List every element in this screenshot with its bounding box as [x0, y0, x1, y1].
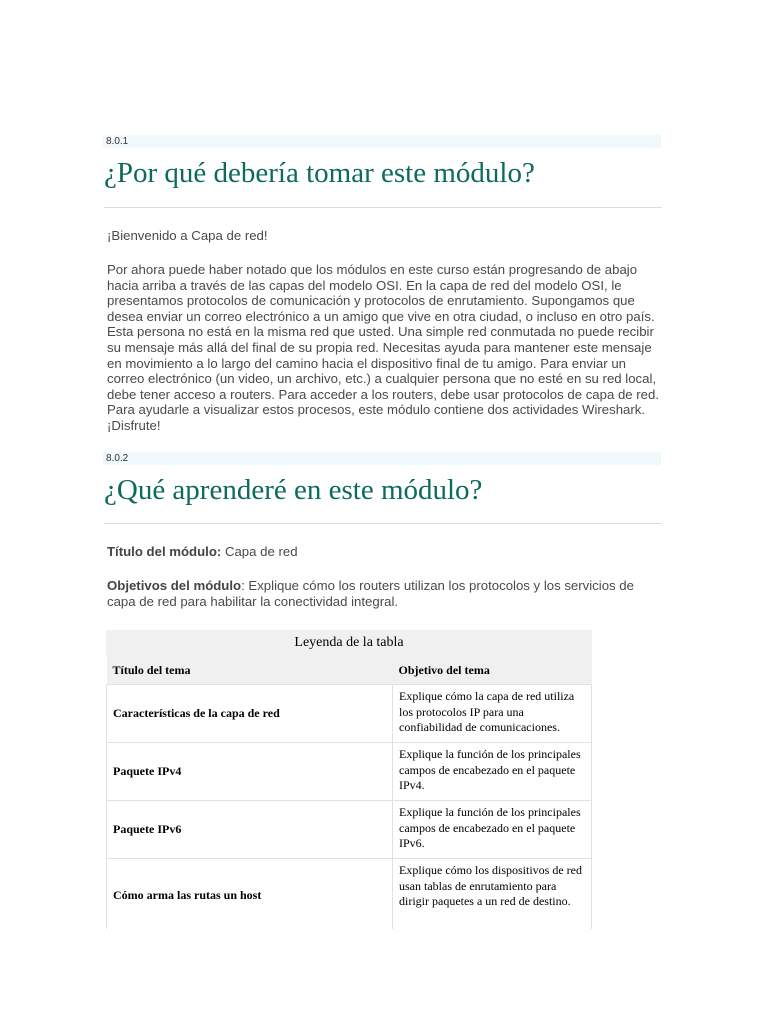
module-objectives-line: [107, 578, 663, 609]
column-header-objective: Objetivo del tema: [393, 656, 592, 685]
topic-objective-cell: Explique cómo los dispositivos de red usan tablas de enrutamiento para dirigir paquetes a un red de destino.: [393, 859, 592, 933]
divider: [104, 523, 662, 524]
table-row: [107, 685, 592, 743]
topic-title-cell: Cómo arma las rutas un host: [107, 859, 393, 933]
column-header-topic: Título del tema: [107, 656, 393, 685]
intro-paragraph: Por ahora puede haber notado que los módulos en este curso están progresando de abajo hacia arriba a través de las capas del modelo OSI. En la capa de red del modelo OSI, le presentamos protocolos de comunicación y protocolos de enrutamiento. Supongamos que desea enviar un correo electrónico a un amigo que vive en otra ciudad, o incluso en otro país. Esta persona no está en la misma red que usted. Una simple red conmutada no puede recibir su mensaje más allá del final de su propia red. Necesitas ayuda para mantener este mensaje en movimiento a lo largo del camino hacia el dispositivo final de tu amigo. Para enviar un correo electrónico (un video, un archivo, etc.) a cualquier persona que no esté en su red local, debe tener acceso a routers. Para acceder a los routers, debe usar protocolos de capa de red. Para ayudarle a visualizar estos procesos, este módulo contiene dos actividades Wireshark. ¡Disfrute!: [107, 262, 660, 433]
table-row: [107, 801, 592, 859]
module-title-label: Título del módulo:: [107, 544, 222, 559]
topic-title-cell: Paquete IPv6: [107, 801, 393, 859]
section-title-why: ¿Por qué debería tomar este módulo?: [104, 157, 535, 189]
section-number-8-0-2: 8.0.2: [103, 452, 661, 465]
topics-table: [106, 630, 592, 933]
module-objectives-label: Objetivos del módulo: [107, 578, 242, 593]
topic-title-cell: Paquete IPv4: [107, 743, 393, 801]
topic-objective-cell: Explique la función de los principales campos de encabezado en el paquete IPv6.: [393, 801, 592, 859]
welcome-text: ¡Bienvenido a Capa de red!: [107, 228, 268, 243]
table-row: [107, 859, 592, 933]
module-title-line: [107, 544, 663, 560]
topic-title-cell: Características de la capa de red: [107, 685, 393, 743]
module-objectives-value: : Explique cómo los routers utilizan los protocolos y los servicios de capa de red para habilitar la conectividad integral.: [107, 578, 634, 609]
topic-objective-cell: Explique la función de los principales campos de encabezado en el paquete IPv4.: [393, 743, 592, 801]
table-caption: Leyenda de la tabla: [106, 630, 592, 656]
page-bottom-margin: [0, 929, 768, 1024]
divider: [104, 207, 662, 208]
module-title-value: Capa de red: [221, 544, 298, 559]
table-row: [107, 743, 592, 801]
section-number-8-0-1: 8.0.1: [103, 135, 661, 148]
section-title-learn: ¿Qué aprenderé en este módulo?: [104, 474, 483, 506]
topic-objective-cell: Explique cómo la capa de red utiliza los protocolos IP para una confiabilidad de comunicaciones.: [393, 685, 592, 743]
